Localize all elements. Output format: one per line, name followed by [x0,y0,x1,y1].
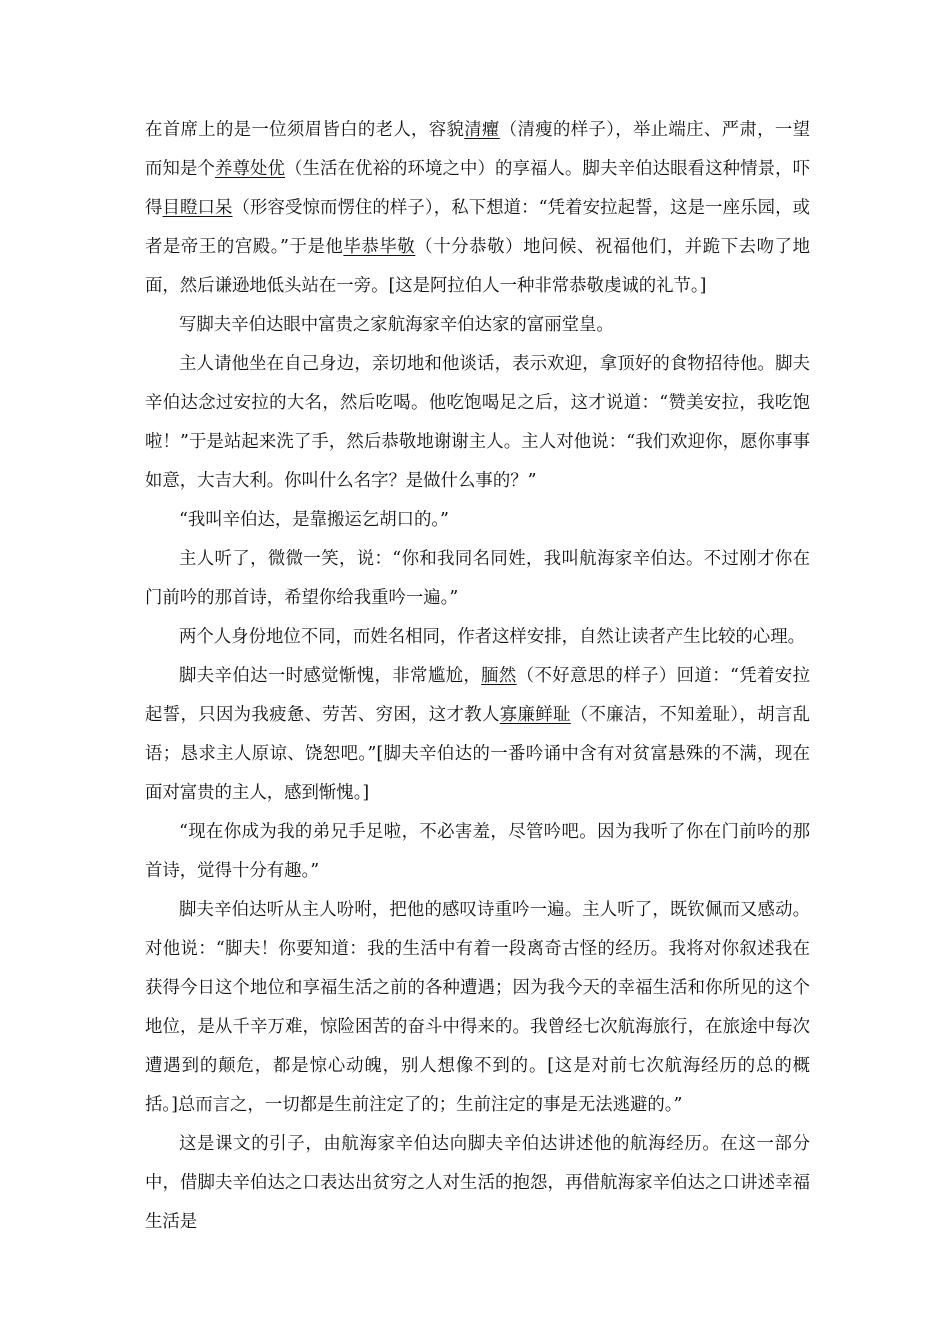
text-run: （生活在优裕的环境之中）的享福人。脚夫辛伯达眼看这种情景，吓得 [145,159,810,218]
annotated-term: 养尊处优 [215,159,286,179]
commentary-paragraph [145,618,810,657]
commentary-paragraph [145,1125,810,1242]
annotated-term: 毕恭毕敬 [343,237,416,257]
paragraph [145,657,810,813]
commentary-paragraph [145,306,810,345]
text-run: “我叫辛伯达，是靠搬运乞胡口的。” [179,510,449,530]
text-run: 脚夫辛伯达一时感觉惭愧，非常尴尬， [179,666,482,686]
text-run: 这是课文的引子，由航海家辛伯达向脚夫辛伯达讲述他的航海经历。在这一部分中，借脚夫辛伯达之口表达出贫穷之人对生活的抱怨，再借航海家辛伯达之口讲述幸福生活是 [145,1134,810,1232]
text-run: 写脚夫辛伯达眼中富贵之家航海家辛伯达家的富丽堂皇。 [179,315,614,335]
text-run: “现在你成为我的弟兄手足啦，不必害羞，尽管吟吧。因为我听了你在门前吟的那首诗，觉得十分有趣。” [145,822,810,881]
text-run: （形容受惊而愣住的样子），私下想道：“凭着安拉起誓，这是一座乐园，或者是帝王的宫殿。”于是他 [145,198,810,257]
text-run: 两个人身份地位不同，而姓名相同，作者这样安排，自然让读者产生比较的心理。 [179,627,806,647]
text-run: （不好意思的样子）回道：“凭着安拉起誓，只因为我疲惫、劳苦、穷困，这才教人 [145,666,810,725]
annotated-term: 目瞪口呆 [162,198,233,218]
annotated-term: 腼然 [481,666,517,686]
paragraph [145,111,810,306]
paragraph [145,540,810,618]
annotated-term: 寡廉鲜耻 [499,705,571,725]
paragraph [145,345,810,501]
text-run: （清瘦的样子），举止端庄、严肃，一望而知是个 [145,120,810,179]
paragraph [145,813,810,891]
text-run: 主人请他坐在自己身边，亲切地和他谈话，表示欢迎，拿顶好的食物招待他。脚夫辛伯达念过安拉的大名，然后吃喝。他吃饱喝足之后，这才说道：“赞美安拉，我吃饱啦！”于是站起来洗了手，然后恭敬地谢谢主人。主人对他说：“我们欢迎你，愿你事事如意，大吉大利。你叫什么名字？是做什么事的？” [145,354,810,491]
text-run: （十分恭敬）地问候、祝福他们，并跪下去吻了地面，然后谦逊地低头站在一旁。[这是阿拉伯人一种非常恭敬虔诚的礼节。] [145,237,810,296]
text-run: 脚夫辛伯达听从主人吩咐，把他的感叹诗重吟一遍。主人听了，既钦佩而又感动。对他说：“脚夫！你要知道：我的生活中有着一段离奇古怪的经历。我将对你叙述我在获得今日这个地位和享福生活之前的各种遭遇；因为我今天的幸福生活和你所见的这个地位，是从千辛万难，惊险困苦的奋斗中得来的。我曾经七次航海旅行，在旅途中每次遭遇到的颠危，都是惊心动魄，别人想像不到的。[这是对前七次航海经历的总的概括。]总而言之，一切都是生前注定了的；生前注定的事是无法逃避的。” [145,900,810,1115]
annotated-term: 清癯 [464,120,500,140]
text-run: 主人听了，微微一笑，说：“你和我同名同姓，我叫航海家辛伯达。不过刚才你在门前吟的那首诗，希望你给我重吟一遍。” [145,549,810,608]
paragraph [145,501,810,540]
paragraph [145,891,810,1125]
document-body [145,111,810,1242]
text-run: 在首席上的是一位须眉皆白的老人，容貌 [145,120,465,140]
text-run: （不廉洁，不知羞耻），胡言乱语；恳求主人原谅、饶恕吧。”[脚夫辛伯达的一番吟诵中含有对贫富悬殊的不满，现在面对富贵的主人，感到惭愧。] [145,705,810,803]
